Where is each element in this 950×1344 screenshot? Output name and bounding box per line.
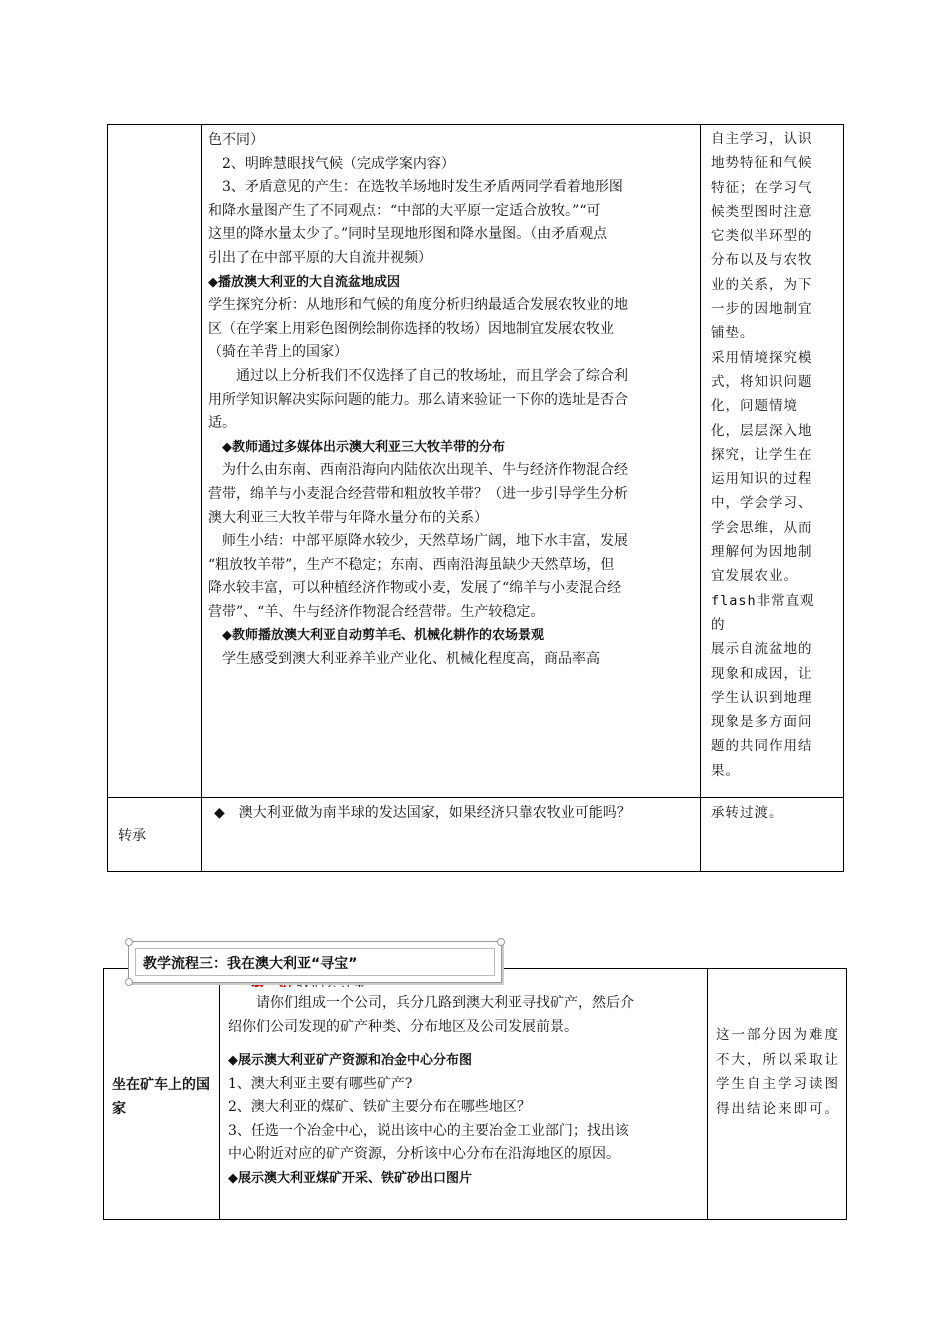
lesson-table-1: [107, 124, 844, 872]
text-line: 3、任选一个冶金中心，说出该中心的主要冶金工业部门；找出该: [228, 1122, 629, 1139]
note-line: 候类型图时注意: [711, 203, 813, 220]
text-line: 师生小结：中部平原降水较少，天然草场广阔，地下水丰富，发展: [222, 533, 628, 550]
note-line: 它类似半环型的: [711, 228, 813, 245]
stage-label-mining: 坐在矿车上的国家: [112, 1077, 210, 1117]
text-line: 营带”、“羊、牛与经济作物混合经营带。生产较稳定。: [208, 603, 545, 620]
scroll-curl-icon: [125, 978, 133, 986]
note-line: 自主学习，认识: [711, 131, 813, 147]
text-line: 请你们组成一个公司，兵分几路到澳大利亚寻找矿产，然后介: [256, 995, 634, 1011]
note-line: 果。: [711, 762, 740, 779]
text-line: 引出了在中部平原的大自流井视频）: [208, 249, 432, 266]
stage-label-transition: 转承: [118, 828, 146, 844]
text-line: 适。: [208, 415, 236, 432]
process-cell: [208, 129, 698, 672]
note-line: 宜发展农业。: [711, 568, 798, 585]
transition-question: ◆ 澳大利亚做为南半球的发达国家，如果经济只靠农牧业可能吗？: [214, 805, 631, 821]
text-line: 和降水量图产生了不同观点：“中部的大平原一定适合放牧。”“可: [208, 202, 601, 219]
lesson-table-2: [103, 968, 847, 1220]
note-line: 采用情境探究模: [711, 349, 813, 366]
text-line: “粗放牧羊带”，生产不稳定；东南、西南沿海虽缺少天然草场，但: [208, 556, 615, 573]
note-line: 现象是多方面问: [711, 714, 813, 731]
note-line: 分布以及与农牧: [711, 252, 813, 269]
scroll-curl-icon: [497, 938, 505, 946]
text-line: 用所学知识解决实际问题的能力。那么请来验证一下你的选址是否合: [208, 391, 628, 408]
note-line: 探究，让学生在: [711, 446, 813, 463]
text-line: 2、明眸慧眼找气候（完成学案内容）: [222, 155, 455, 172]
text-line: （骑在羊背上的国家）: [208, 344, 348, 361]
note-line: 一步的因地制宜: [711, 301, 813, 318]
row-divider: [108, 797, 843, 798]
text-line: 区（在学案上用彩色图例绘制你选择的牧场）因地制宜发展农牧业: [208, 320, 614, 337]
note-line: 展示自流盆地的: [711, 641, 813, 658]
section-banner: [128, 941, 502, 983]
text-line: 2、澳大利亚的煤矿、铁矿主要分布在哪些地区？: [228, 1099, 531, 1115]
text-line: 为什么由东南、西南沿海向内陆依次出现羊、牛与经济作物混合经: [222, 462, 628, 479]
column-divider: [707, 969, 708, 1219]
section-heading: ◆教师通过多媒体出示澳大利亚三大牧羊带的分布: [222, 439, 505, 455]
note-line: 学会思维，从而: [711, 519, 813, 536]
note-line: 铺垫。: [711, 325, 755, 342]
scroll-curl-icon: [125, 938, 133, 946]
text-line: 1、澳大利亚主要有哪些矿产?: [228, 1075, 413, 1092]
section-heading: ◆播放澳大利亚的大自流盆地成因: [208, 274, 400, 290]
column-divider: [700, 125, 701, 871]
text-line: 澳大利亚三大牧羊带与年降水量分布的关系）: [208, 509, 488, 526]
design-note-cell: [711, 127, 826, 783]
note-line: 学生认识到地理: [711, 689, 813, 706]
text-line: 中心附近对应的矿产资源，分析该中心分布在沿海地区的原因。: [228, 1146, 620, 1162]
text-line: 色不同）: [208, 132, 264, 148]
text-line: 营带，绵羊与小麦混合经营带和粗放牧羊带？（进一步引导学生分析: [208, 485, 628, 502]
note-line: 业的关系，为下: [711, 276, 813, 293]
text-line: 学生感受到澳大利亚养羊业产业化、机械化程度高，商品率高: [222, 651, 600, 668]
section-heading: ◆展示澳大利亚煤矿开采、铁矿砂出口图片: [228, 1170, 472, 1186]
mining-note-cell: 这一部分因为难度不大，所以采取让学生自主学习读图得出结论来即可。: [716, 1027, 840, 1117]
text-line: 通过以上分析我们不仅选择了自己的牧场址，而且学会了综合利: [236, 367, 628, 384]
note-line: 化，层层深入地: [711, 422, 813, 439]
text-line: 绍你们公司发现的矿产种类、分布地区及公司发展前景。: [228, 1018, 578, 1035]
column-divider: [219, 969, 220, 1219]
text-line: 学生探究分析：从地形和气候的角度分析归纳最适合发展农牧业的地: [208, 297, 628, 314]
text-line: 降水较丰富，可以种植经济作物或小麦，发展了“绵羊与小麦混合经: [208, 580, 622, 597]
note-line: 现象和成因，让: [711, 665, 813, 682]
note-line: 式，将知识问题: [711, 373, 813, 390]
column-divider: [201, 125, 202, 871]
note-line: 运用知识的过程: [711, 471, 813, 488]
note-line: flash非常直观的: [711, 592, 815, 633]
note-line: 中，学会学习、: [711, 495, 813, 512]
mining-process-cell: [228, 992, 704, 1190]
note-line: 化，问题情境: [711, 398, 798, 415]
note-line: 题的共同作用结: [711, 738, 813, 755]
text-line: 3、矛盾意见的产生：在选牧羊场地时发生矛盾两同学看着地形图: [222, 179, 623, 196]
note-line: 理解何为因地制: [711, 544, 813, 561]
note-line: 特征；在学习气: [711, 179, 813, 196]
banner-title: 教学流程三：我在澳大利亚“寻宝”: [143, 956, 358, 972]
note-line: 地势特征和气候: [711, 155, 813, 172]
transition-note: 承转过渡。: [711, 805, 784, 821]
section-heading: ◆教师播放澳大利亚自动剪羊毛、机械化耕作的农场景观: [222, 628, 544, 644]
text-line: 这里的降水量太少了。”同时呈现地形图和降水量图。（由矛盾观点: [208, 226, 608, 243]
section-heading: ◆展示澳大利亚矿产资源和冶金中心分布图: [228, 1053, 472, 1068]
